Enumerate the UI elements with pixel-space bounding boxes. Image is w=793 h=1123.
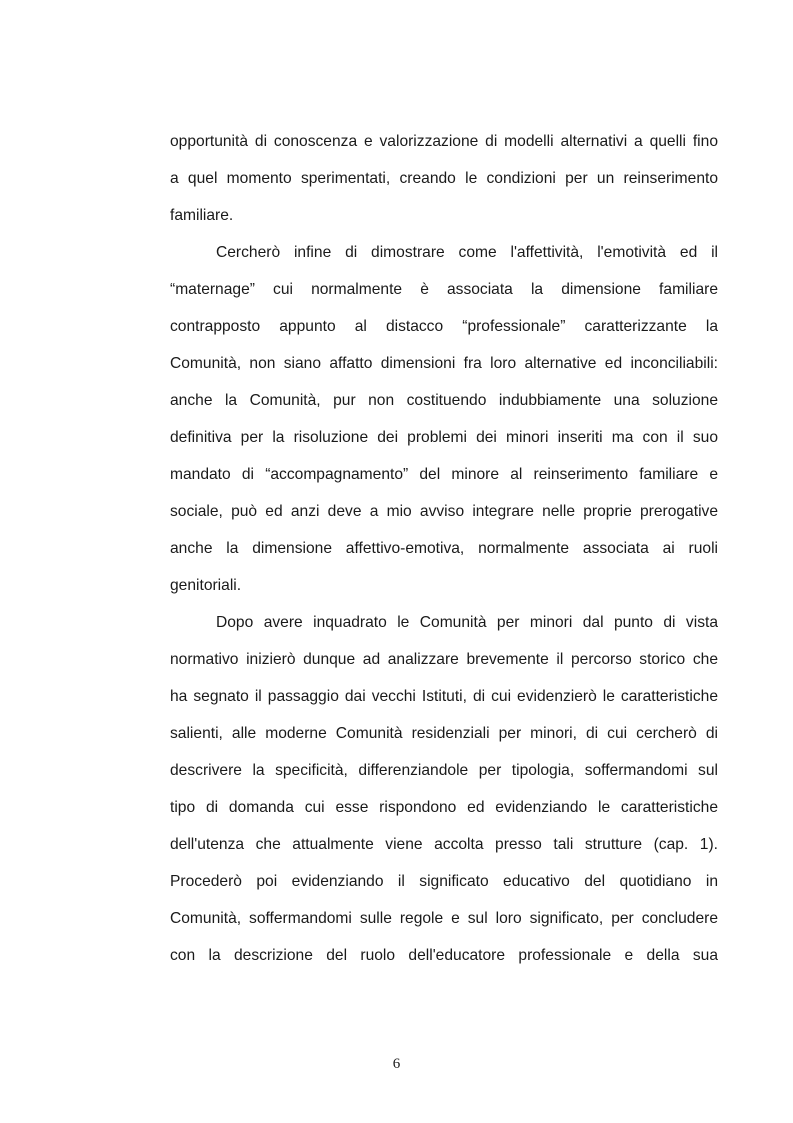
text-line-7: Comunità, non siano affatto dimensioni fra loro alternative ed inconciliabili:: [170, 355, 718, 372]
text-line-4: Cercherò infine di dimostrare come l'affettività, l'emotività ed il: [216, 244, 718, 261]
text-line-8: anche la Comunità, pur non costituendo indubbiamente una soluzione: [170, 392, 718, 409]
text-line-21: Procederò poi evidenziando il significato educativo del quotidiano in: [170, 873, 718, 890]
text-line-3: familiare.: [170, 207, 234, 224]
text-line-20: dell'utenza che attualmente viene accolta presso tali strutture (cap. 1).: [170, 836, 718, 853]
body-text: [170, 126, 718, 977]
text-line-16: ha segnato il passaggio dai vecchi Istituti, di cui evidenzierò le caratteristiche: [170, 688, 718, 705]
text-line-12: anche la dimensione affettivo-emotiva, normalmente associata ai ruoli: [170, 540, 718, 557]
text-line-13: genitoriali.: [170, 577, 242, 594]
text-line-1: opportunità di conoscenza e valorizzazione di modelli alternativi a quelli fino: [170, 133, 718, 150]
text-line-17: salienti, alle moderne Comunità residenziali per minori, di cui cercherò di: [170, 725, 718, 742]
text-line-22: Comunità, soffermandomi sulle regole e sul loro significato, per concludere: [170, 910, 718, 927]
text-line-11: sociale, può ed anzi deve a mio avviso integrare nelle proprie prerogative: [170, 503, 718, 520]
text-line-19: tipo di domanda cui esse rispondono ed evidenziando le caratteristiche: [170, 799, 718, 816]
text-line-15: normativo inizierò dunque ad analizzare brevemente il percorso storico che: [170, 651, 718, 668]
text-line-9: definitiva per la risoluzione dei problemi dei minori inseriti ma con il suo: [170, 429, 718, 446]
text-line-5: “maternage” cui normalmente è associata la dimensione familiare: [170, 281, 718, 298]
text-line-23: con la descrizione del ruolo dell'educatore professionale e della sua: [170, 947, 718, 964]
text-line-6: contrapposto appunto al distacco “professionale” caratterizzante la: [170, 318, 718, 335]
text-line-18: descrivere la specificità, differenziandole per tipologia, soffermandomi sul: [170, 762, 718, 779]
text-line-2: a quel momento sperimentati, creando le condizioni per un reinserimento: [170, 170, 718, 187]
text-line-10: mandato di “accompagnamento” del minore al reinserimento familiare e: [170, 466, 718, 483]
page-number: 6: [392, 1056, 401, 1072]
text-line-14: Dopo avere inquadrato le Comunità per minori dal punto di vista: [216, 614, 718, 631]
